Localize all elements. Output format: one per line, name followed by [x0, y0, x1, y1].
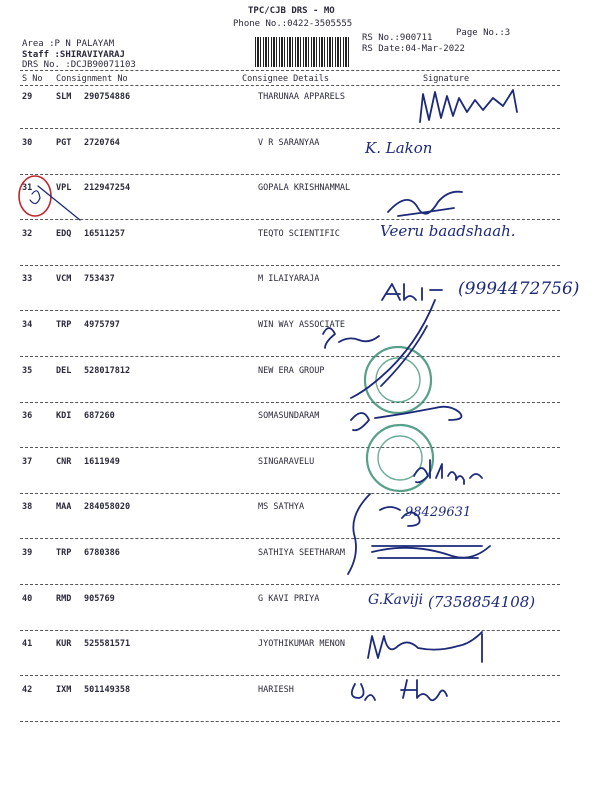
handwriting-row-33-phone: (9994472756) — [458, 279, 580, 299]
row-sno: 42 — [22, 684, 33, 695]
page-number: Page No.:3 — [456, 28, 511, 38]
col-signature: Signature — [423, 74, 470, 84]
row-consignee-name: SATHIYA SEETHARAM — [258, 548, 345, 558]
row-consignment-number: 290754886 — [84, 92, 131, 102]
row-divider — [20, 356, 560, 357]
row-divider — [20, 447, 560, 448]
row-sno: 41 — [22, 639, 33, 650]
row-consignee-name: G KAVI PRIYA — [258, 593, 320, 604]
signature-row-37 — [408, 452, 498, 488]
row-divider — [20, 174, 560, 175]
row-divider — [20, 310, 560, 311]
row-divider — [20, 219, 560, 220]
row-consignment-number: 525581571 — [84, 639, 131, 650]
handwriting-row-40-phone: (7358854108) — [428, 593, 536, 611]
staff-value: :SHIRAVIYARAJ — [54, 50, 125, 60]
row-divider — [20, 584, 560, 585]
row-sno: 36 — [22, 411, 33, 422]
row-sno: 38 — [22, 502, 33, 513]
staff-key: Staff — [22, 50, 50, 60]
row-consignment-number: 284058020 — [84, 502, 131, 513]
row-consignee-name: TEQTO SCIENTIFIC — [258, 228, 340, 239]
row-consignment-code: TRP — [56, 320, 72, 330]
document-title: TPC/CJB DRS - MO — [248, 6, 335, 16]
row-consignee-name: NEW ERA GROUP — [258, 365, 325, 376]
row-sno: 33 — [22, 274, 33, 285]
row-sno: 34 — [22, 320, 33, 330]
row-consignment-code: RMD — [56, 593, 72, 604]
signature-row-41 — [362, 628, 502, 668]
row-consignment-number: 501149358 — [84, 684, 131, 695]
row-consignment-number: 905769 — [84, 593, 115, 604]
row-consignment-code: PGT — [56, 137, 72, 148]
row-consignment-code: DEL — [56, 365, 72, 376]
row-consignment-number: 4975797 — [84, 320, 120, 330]
drs-number: DRS No. :DCJB90071103 — [22, 60, 136, 70]
row-consignee-name: MS SATHYA — [258, 502, 305, 513]
row-consignment-code: MAA — [56, 502, 72, 513]
handwriting-row-30: K. Lakon — [365, 139, 433, 157]
col-consignment: Consignment No — [56, 74, 128, 84]
handwriting-row-38-phone: 98429631 — [405, 505, 472, 520]
row-consignment-number: 1611949 — [84, 456, 120, 467]
signature-row-39 — [368, 532, 498, 566]
row-consignee-name: GOPALA KRISHNAMMAL — [258, 183, 351, 194]
header-divider-top — [20, 70, 560, 71]
row-consignment-code: CNR — [56, 456, 72, 467]
row-divider — [20, 675, 560, 676]
row-divider — [20, 721, 560, 722]
rs-date: RS Date:04-Mar-2022 — [362, 44, 465, 54]
phone-number: Phone No.:0422-3505555 — [233, 19, 353, 29]
area-label: Area :P N PALAYAM — [22, 39, 115, 49]
col-consignee: Consignee Details — [242, 74, 329, 84]
signature-row-36 — [345, 398, 485, 438]
rs-number: RS No.:900711 — [362, 33, 433, 43]
row-consignment-number: 16511257 — [84, 228, 125, 239]
barcode-icon — [255, 37, 351, 67]
row-sno: 30 — [22, 137, 33, 148]
staff-label — [22, 50, 125, 60]
row-consignment-number: 528017812 — [84, 365, 131, 376]
signature-row-29 — [415, 82, 535, 132]
row-consignee-name: WIN WAY ASSOCIATE — [258, 320, 345, 330]
row-consignee-name: HARIESH — [258, 684, 294, 695]
signature-row-34-35 — [315, 296, 445, 406]
row-consignment-code: KUR — [56, 639, 72, 650]
col-sno: S No — [22, 74, 43, 84]
signature-row-31 — [378, 182, 468, 224]
row-consignee-name: THARUNAA APPARELS — [258, 92, 345, 102]
row-consignment-number: 753437 — [84, 274, 115, 285]
row-consignee-name: JYOTHIKUMAR MENON — [258, 639, 345, 650]
row-sno: 40 — [22, 593, 33, 604]
row-consignee-name: SINGARAVELU — [258, 456, 315, 467]
row-consignment-number: 2720764 — [84, 137, 120, 148]
row-consignment-code: KDI — [56, 411, 72, 422]
row-consignment-code: TRP — [56, 548, 72, 558]
row-consignee-name: M ILAIYARAJA — [258, 274, 320, 285]
row-consignment-code: VCM — [56, 274, 72, 285]
row-consignment-code: IXM — [56, 684, 72, 695]
handwriting-row-32: Veeru baadshaah. — [380, 222, 516, 240]
row-consignment-number: 212947254 — [84, 183, 131, 194]
row-sno: 37 — [22, 456, 33, 467]
red-circle-mark — [10, 172, 90, 232]
row-divider — [20, 265, 560, 266]
row-sno: 35 — [22, 365, 33, 376]
row-consignee-name: V R SARANYAA — [258, 137, 320, 148]
row-sno: 29 — [22, 92, 33, 102]
row-sno: 39 — [22, 548, 33, 558]
row-consignment-number: 6780386 — [84, 548, 120, 558]
row-consignment-code: EDQ — [56, 228, 72, 239]
row-consignment-code: VPL — [56, 183, 72, 194]
row-sno: 31 — [22, 183, 33, 194]
handwriting-row-40-name: G.Kaviji — [368, 592, 424, 608]
row-consignment-number: 687260 — [84, 411, 115, 422]
row-consignee-name: SOMASUNDARAM — [258, 411, 320, 422]
row-sno: 32 — [22, 228, 33, 239]
signature-row-42 — [345, 674, 465, 710]
row-consignment-code: SLM — [56, 92, 72, 102]
